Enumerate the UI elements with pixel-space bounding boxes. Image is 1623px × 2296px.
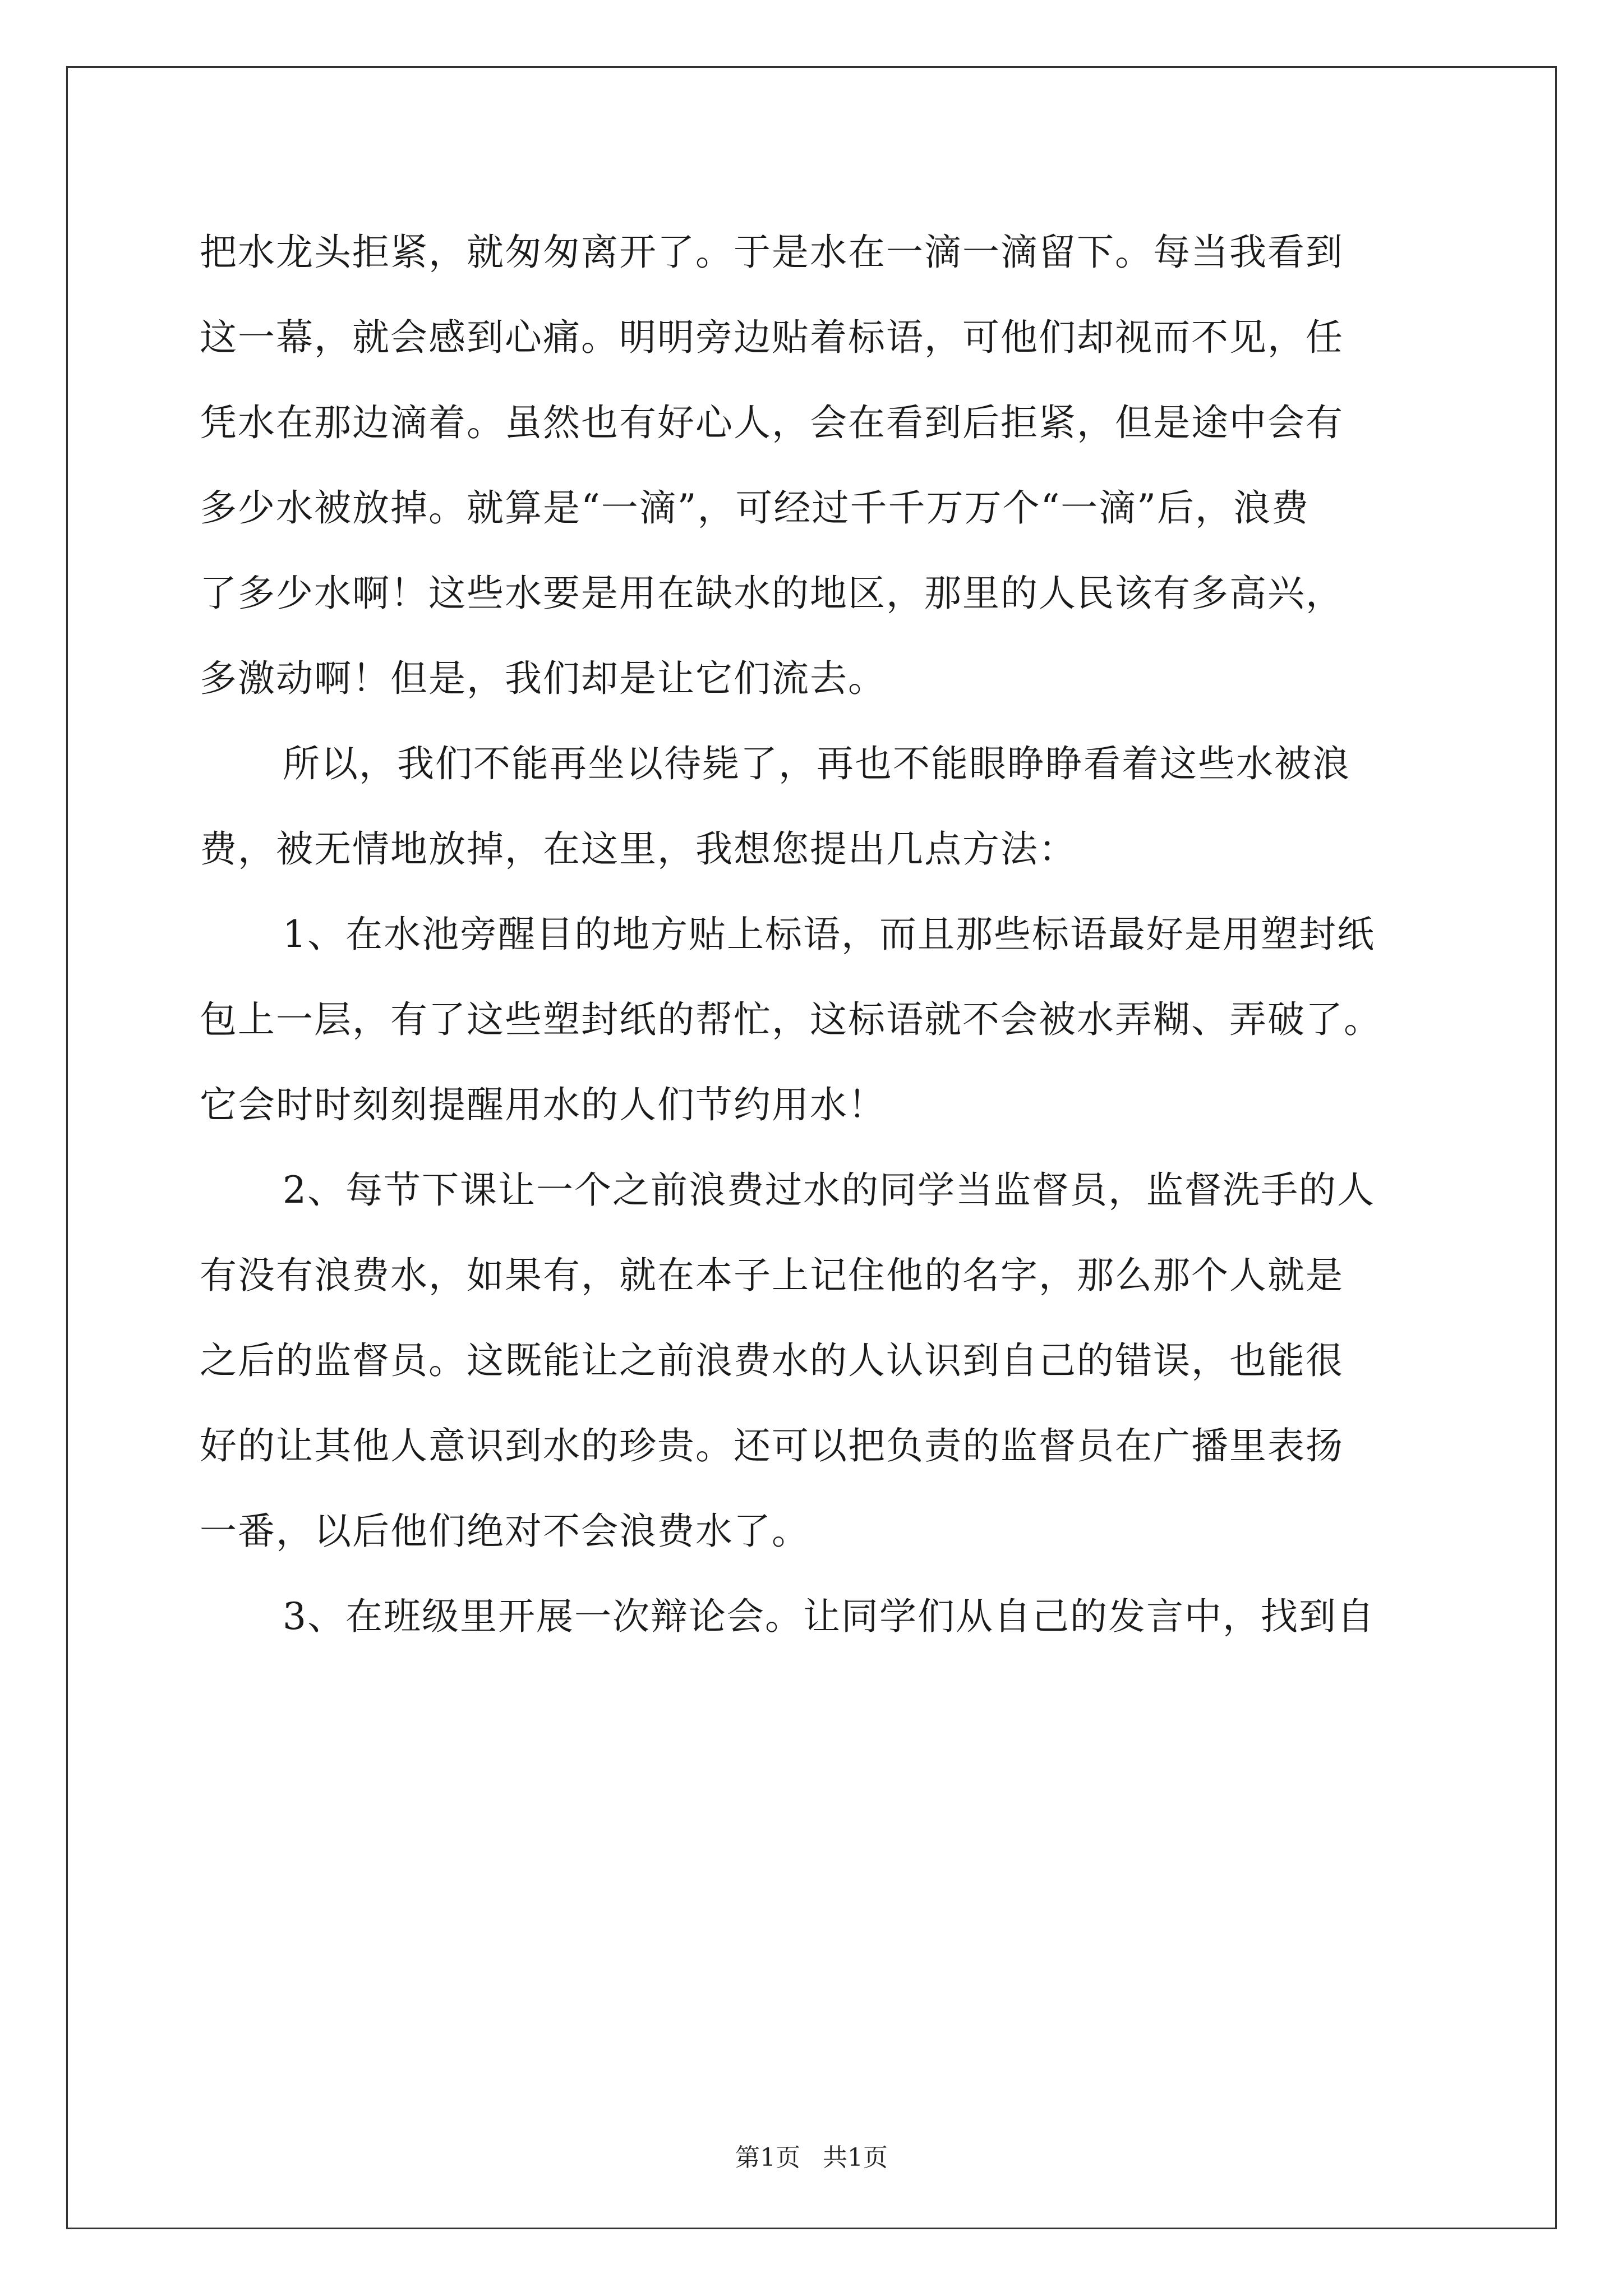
text-line: 之后的监督员。这既能让之前浪费水的人认识到自己的错误，也能很: [200, 1339, 1344, 1382]
text-line: 3、在班级里开展一次辩论会。让同学们从自己的发言中，找到自: [283, 1595, 1375, 1638]
text-line: 把水龙头拒紧，就匆匆离开了。于是水在一滴一滴留下。每当我看到: [200, 231, 1344, 274]
text-line: 凭水在那边滴着。虽然也有好心人，会在看到后拒紧，但是途中会有: [200, 401, 1344, 444]
text-line: 1、在水池旁醒目的地方贴上标语，而且那些标语最好是用塑封纸: [283, 913, 1375, 956]
text-line: 一番，以后他们绝对不会浪费水了。: [200, 1510, 810, 1553]
text-line: 费，被无情地放掉，在这里，我想您提出几点方法：: [200, 827, 1077, 871]
page-number: 第1页: [735, 2143, 800, 2172]
text-line: 2、每节下课让一个之前浪费过水的同学当监督员，监督洗手的人: [283, 1168, 1375, 1212]
document-body: [200, 210, 1433, 1659]
page-footer: [0, 2137, 1623, 2173]
text-line: 多激动啊！但是，我们却是让它们流去。: [200, 657, 886, 700]
text-line: 了多少水啊！这些水要是用在缺水的地区，那里的人民该有多高兴，: [200, 572, 1344, 615]
text-line: 有没有浪费水，如果有，就在本子上记住他的名字，那么那个人就是: [200, 1254, 1344, 1297]
text-line: 所以，我们不能再坐以待毙了，再也不能眼睁睁看着这些水被浪: [283, 742, 1350, 785]
text-line: 多少水被放掉。就算是“一滴”，可经过千千万万个“一滴”后，浪费: [200, 486, 1310, 530]
text-line: 这一幕，就会感到心痛。明明旁边贴着标语，可他们却视而不见，任: [200, 316, 1344, 359]
text-line: 包上一层，有了这些塑封纸的帮忙，这标语就不会被水弄糊、弄破了。: [200, 998, 1382, 1041]
page-total: 共1页: [823, 2143, 888, 2172]
text-line: 它会时时刻刻提醒用水的人们节约用水！: [200, 1083, 886, 1126]
text-line: 好的让其他人意识到水的珍贵。还可以把负责的监督员在广播里表扬: [200, 1424, 1344, 1467]
